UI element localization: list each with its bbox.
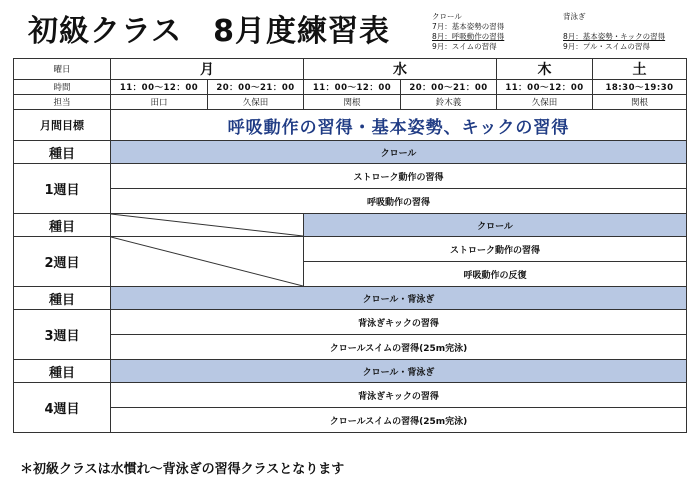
staff-cell: 田口	[111, 95, 208, 110]
time-cell: 18:30～19:30	[593, 80, 687, 95]
weekday-label: 曜日	[14, 59, 111, 80]
day-mon: 月	[111, 59, 304, 80]
type-label: 種目	[14, 214, 111, 237]
week2-row1: ストローク動作の習得	[304, 237, 687, 262]
footer-note: ＊初級クラスは水慣れ～背泳ぎの習得クラスとなります	[20, 462, 345, 477]
staff-cell: 久保田	[497, 95, 593, 110]
staff-cell: 関根	[304, 95, 401, 110]
time-cell: 20：00～21：00	[208, 80, 304, 95]
time-cell: 11：00～12：00	[304, 80, 401, 95]
week4-row2: クロールスイムの習得(25m完泳)	[111, 408, 687, 433]
week1-row1: ストローク動作の習得	[111, 164, 687, 189]
type-label: 種目	[14, 360, 111, 383]
week2-type: クロール	[304, 214, 687, 237]
staff-cell: 関根	[593, 95, 687, 110]
time-cell: 11：00～12：00	[497, 80, 593, 95]
week4-row1: 背泳ぎキックの習得	[111, 383, 687, 408]
day-thu: 木	[497, 59, 593, 80]
week1-label: 1週目	[14, 164, 111, 214]
note-line: 7月：基本姿勢の習得	[432, 22, 505, 31]
empty-cell-diagonal	[111, 237, 304, 287]
note-line: 8月：呼吸動作の習得	[432, 32, 505, 41]
notes-crawl	[432, 12, 504, 52]
time-cell: 20：00～21：00	[401, 80, 497, 95]
week4-type: クロール・背泳ぎ	[111, 360, 687, 383]
week2-label: 2週目	[14, 237, 111, 287]
week3-row2: クロールスイムの習得(25m完泳)	[111, 335, 687, 360]
week3-row1: 背泳ぎキックの習得	[111, 310, 687, 335]
monthly-goal-label: 月間目標	[14, 110, 111, 141]
day-sat: 土	[593, 59, 687, 80]
type-label: 種目	[14, 141, 111, 164]
staff-cell: 久保田	[208, 95, 304, 110]
week1-row2: 呼吸動作の習得	[111, 189, 687, 214]
time-label: 時間	[14, 80, 111, 95]
type-label: 種目	[14, 287, 111, 310]
note-line: 8月：基本姿勢・キックの習得	[563, 32, 666, 41]
week1-type: クロール	[111, 141, 687, 164]
note-line: 9月：スイムの習得	[432, 42, 497, 51]
note-line: 背泳ぎ	[563, 12, 586, 21]
note-line: クロール	[432, 12, 462, 21]
schedule-table	[13, 58, 687, 433]
note-line: 9月：プル・スイムの習得	[563, 42, 650, 51]
time-cell: 11：00～12：00	[111, 80, 208, 95]
week4-label: 4週目	[14, 383, 111, 433]
page-title: 初級クラス 8月度練習表	[28, 14, 390, 49]
week3-label: 3週目	[14, 310, 111, 360]
staff-cell: 鈴木義	[401, 95, 497, 110]
week2-row2: 呼吸動作の反復	[304, 262, 687, 287]
day-wed: 水	[304, 59, 497, 80]
notes-backstroke	[563, 12, 665, 52]
week3-type: クロール・背泳ぎ	[111, 287, 687, 310]
empty-cell-diagonal	[111, 214, 304, 237]
monthly-goal: 呼吸動作の習得・基本姿勢、キックの習得	[111, 110, 687, 141]
staff-label: 担当	[14, 95, 111, 110]
